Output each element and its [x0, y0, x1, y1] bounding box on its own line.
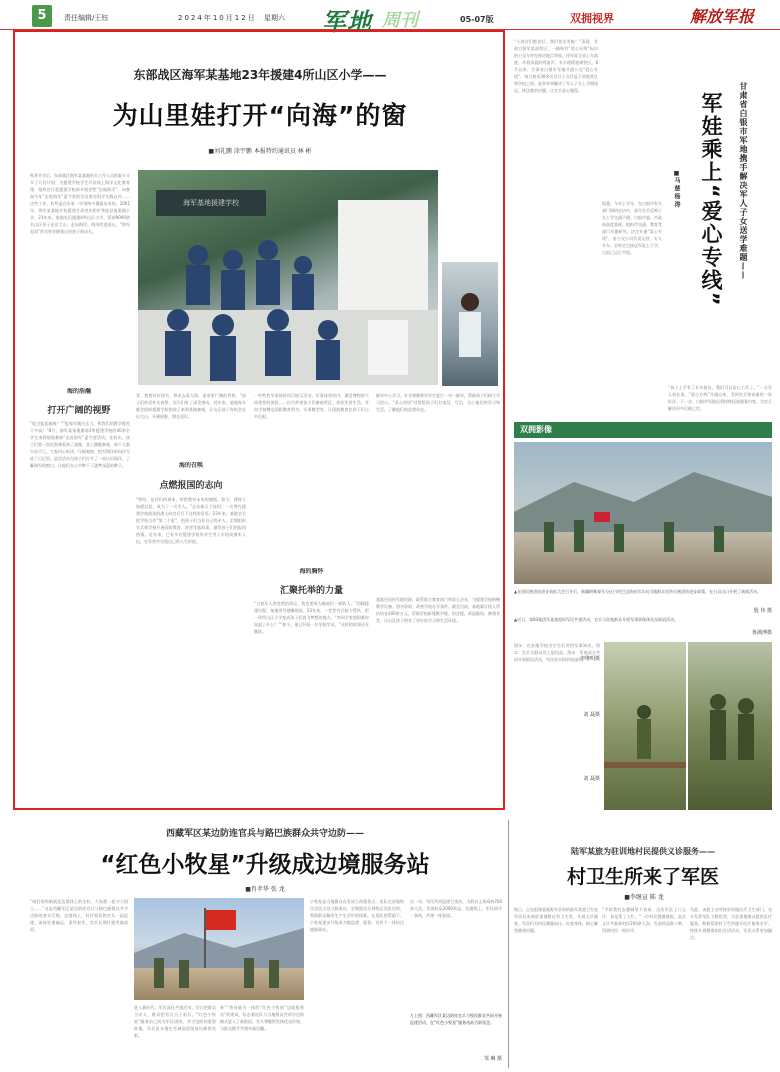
right-top-kicker: 甘肃省白银市军地携手解决军人子女送学难题—— [739, 82, 748, 280]
newspaper-brand: 解放军报 [690, 7, 755, 26]
section-logo-sub: 周刊 [382, 10, 418, 31]
lead-body-col1b: “吃过盐起航啦！”“报家军舰过去大，和我们的教学楼差不多高！”8月，海军某基地邀请3所援建学校的40余名学生来到基地参加“走进海军”夏令营活动。在码头，孩子们第一次近距离看到了战舰，登上舰艇参观，每个人都兴奋不已。大家用心听讲，仔细观察，把对海洋的向往写进了日记里。此次活动为孩子们打开了一扇认识海洋、了解海军的窗口，让他们在心中种下了逐梦深蓝的种子。 [30, 421, 130, 468]
issue-date: 2024年10月12日 [178, 14, 257, 22]
bottom-left-title: “红色小牧星”升级成边境服务站 [100, 852, 430, 878]
lead-photo-scene [138, 170, 438, 385]
masthead [0, 0, 780, 36]
lead-body-col3b: “当初军人改变我的命运，我也要成为像他们一样的人。”回顾援建历程，基地领导感慨地说，23年来，一茬茬官兵接力帮扶，把一所所山区小学变成孩子们放飞梦想的地方。“李同学家境困难时说起了什么？”“如今，他已经是一名军校学员。”这样的故事还在继续。 [254, 601, 369, 634]
bottom-left-body-1: “咱们的岗哨就是边境线上的坐标，大家都一起守卫国土……”这是西藏军区某边防连官兵与路巴族群众共守边防的真实写照。边境线上，村民牧民和官兵一起巡逻。该连驻地偏远，条件艰苦，官兵长期扎根雪域高原。 [30, 899, 128, 932]
border-patrol-photo [514, 442, 772, 584]
training-photo-2 [688, 642, 772, 810]
soldiers-scene [688, 642, 772, 810]
column-divider [508, 820, 509, 1068]
right-top-body-d: “孩子上学有了专车接送，我们可以安心工作了。”一名军人家长说。“爱心专线”开通以来，受到官兵和家属的一致好评。下一步，白银市军地还将持续拓展服务内容，为官兵解决更多后顾之忧。 [668, 385, 772, 411]
lead-byline: ■刘礼鹏 涂宇鹏 本报特约通讯员 林 彬 [208, 148, 312, 155]
lead-body-col1: 秋季开学后，东部战区海军某基地机关工作人员的案头又多了几份计划：为援建学校学生开设线上海洋文化教育课，组织官兵赴援建学校前开展党性“启航助学”，向参加今年“走进海军”夏令营的学员寄送科学实践自传……这些工作，有些是在年复一年坚持中摸索出来的。2001年，海军某基地开始援建甘肃省庆阳市华池县南梁镇小学，23年来，基地先后援建4所山区小学，帮助9000余名山区孩子走出大山、走向海洋。海风吹进深山，“海军叔叔”的关怀伴随着山里孩子的成长。 [30, 173, 130, 234]
right-top-body-c: 据悉，今年上半年，在白银市有关部门调研走访中，部分官兵反映子女上学交通不便。白银市委、市政府高度重视，组织市交通、教育等部门专题研究，决定开通“爱心专线”，由公交公司负责运营，专人专车、定时定点接送军娃上下学，目前已运行平稳。 [602, 201, 662, 255]
bottom-right-body-2: “平时我们去趟城里不容易，这次军医上门义诊，真是帮了大忙。”一位村民感激地说。此次义诊共服务村民200余人次，发放药品数十种，得到村民一致好评。 [602, 907, 686, 933]
subhead2-kicker: 海的召唤 [178, 462, 203, 469]
photo-caption-2: ▲近日，第83集团军某旅组织军民共建活动，官兵与驻地群众开展军事训练体验及联谊活动。 [514, 617, 679, 622]
photo-section-body: 图①：在驻地学校为学生们讲授军事知识。图②：官兵为群众送上慰问品。图③：军地双方共同开展联谊活动，军民鱼水情更加深厚。 [514, 643, 600, 662]
lead-body-col4b: 基地还依托军地资源，联系地方教育部门和爱心企业，为援建学校捐赠教学设备、图书资料，改善学校办学条件。截至目前，基地累计投入帮扶资金200余万元，帮助学校新建教学楼、宿舍楼，改造操场，修建食堂，让山区孩子拥有了更好的学习和生活环境。 [376, 597, 500, 623]
subhead1: 打开广阔的视野 [47, 406, 111, 416]
issue-weekday: 星期六 [264, 14, 285, 22]
section-title: 双拥视界 [570, 12, 614, 25]
bottom-left-photo-caption: 左上图：西藏军区某边防连官兵与牧民群众共同开展巡逻活动，在“红色小牧星”服务站前合影留念。 [410, 1013, 502, 1025]
photo-section-credit3: 刘 磊摄 [583, 776, 600, 782]
bottom-right-byline: ■李继宣 陈 龙 [624, 894, 664, 901]
lead-body-col2: 青，我要好好读书，将来去看大海，追求更广阔的世界。”孩子们的话朴实真挚，官兵们听了深受感动。近年来，基地每年都会组织援建学校的孩子来到基地参观，让山区孩子有机会走出大山、开阔视野、增长见识。 [136, 393, 246, 419]
photo-caption-1: ▲在国民族团结进步表彰大会召开后，新疆阿勒泰军分区白哈巴边防连官兵向当地群众宣传民族团结进步政策，在石岩山口开展了演练活动。 [514, 589, 762, 594]
section-logo-main: 军地 [322, 8, 372, 36]
bottom-right-body-1: 秋日，正在组建某地野外驻训的陆军某旅卫生连军医们来到驻训地附近村卫生所，开展义诊服务。军医们为村民测量血压、检查身体，耐心解答健康问题。 [514, 907, 598, 933]
red-star-station-photo [134, 898, 304, 1000]
subhead2: 点燃报国的志向 [159, 481, 223, 491]
right-top-byline: ■马 慈 杨 涛 [673, 170, 680, 208]
child-figure [442, 262, 498, 386]
bottom-left-subtitle: 西藏军区某边防连官兵与路巴族群众共守边防—— [165, 829, 364, 839]
lead-title: 为山里娃打开“向海”的窗 [112, 101, 408, 130]
right-top-title: 军娃乘上“爱心专线” [699, 92, 723, 308]
page-number: 5 [32, 5, 52, 27]
photo-section-band: 双拥影像 [514, 422, 772, 438]
bottom-left-body-3: 进入新时代，军民深化共建活动。官兵把群众当亲人，群众把官兵当子弟兵。“红色小牧星”服务站已成为军民团结、共守边防的重要阵地，军民鱼水情在雪域高原绽放出新的光彩。 [134, 1005, 216, 1038]
lead-body-col4: 辅导中心学习，专业课教师对学生进行一对一辅导，帮助孩子们树立学习信心。“爱心妈妈”经常给孩子们打电话、写信，关心他们的学习和生活，了解他们的思想动态。 [376, 393, 500, 412]
photo-credit-2: 鲁满博摄 [751, 630, 772, 636]
bottom-right-subtitle: 陆军某旅为驻训地村民提供义诊服务—— [571, 847, 715, 856]
bottom-left-photo-credit: 邹 琳 摄 [483, 1056, 502, 1062]
bottom-left-byline: ■肖孝华 张 龙 [245, 886, 285, 893]
photo-credit-1: 殷 伟 摄 [753, 608, 772, 614]
patrol-scene [514, 442, 772, 584]
photo-section-credit1: 李继明摄 [579, 656, 600, 662]
training-photo-1 [604, 642, 686, 810]
bottom-right-body-3: 为此，该旅主动对接驻训地医疗卫生部门，充分发挥军队卫勤优势，为驻训地群众提供医疗服务，积极帮助村卫生所提升医疗服务水平，持续开展健康知识宣讲活动，军民关系更加融洽。 [690, 907, 772, 940]
flag-scene [134, 898, 304, 1000]
editor-label: 责任编辑/王钰 [64, 14, 109, 22]
lead-body-col2b: “曾经，是你们的到来，带给我对未来的憧憬。如今，我终于如愿以偿，成为了一名军人。”去年新兵下连时，一名曾在援建学校就读的战士向官兵写下这样的话语。23年来，基地官兵把学校当作“第二个家”，把孩子们当作自己的亲人，定期组织官兵到学校开展国防教育，讲述军旅故事，激发孩子们的报国热情。近年来，已有多名援建学校毕业生考入军校或参军入伍，在军营中实现自己的人生价值。 [136, 497, 246, 544]
bottom-left-body-4: 务”“将动能为一体的“红色小牧星”边境服务站”的建成，标志着连队与当地群众共同守边防模式进入了新阶段。官兵将继续发扬优良传统，与群众携手共建幸福边疆。 [220, 1005, 304, 1031]
subhead1-kicker: 海的浩瀚 [66, 388, 91, 395]
bottom-left-body-5: 这一年，军民共同巡逻百余次，为群众义务看病700余人次，发放药品2000余盒。边境线上，军民同守一条线，共建一座家园。 [410, 899, 502, 918]
page-range: 05-07版 [460, 15, 494, 24]
subhead3: 汇聚托举的力量 [279, 586, 343, 596]
photo-section-credit2: 刘 磊摄 [583, 712, 600, 718]
school-signboard: 海军基地援建学校 [156, 190, 266, 216]
bottom-left-body-2: 小牧星是当地群众自发成立的服务点，连队在驻地牧民定居点设立服务站，定期派官兵到牧区送医送药，帮助群众解决生产生活中的困难。在连队的帮助下，小牧星逐步升级成为集巡逻、服务、宣传于一体的边境服务站。 [310, 899, 404, 932]
right-top-body-a: “小郭女们都安好，我们要出发啦！”清晨，甘肃白银军某部营区，一辆贴有“爱心专线”标识的公交车停在指定地点等候，待军娃全部上车落座，伴着清晨的鸣笛声，专车缓缓驶离营区。6月以来，甘肃省白银市军地开通公交“爱心专线”，每日接送30余名官兵子女往返于驻地营区和学校之间。此举有效解决了军人子女上学路途远、接送难的问题，让官兵安心服役。 [514, 39, 598, 93]
lead-body-col3: 一些特色军事体验项目展示活动，军事体验馆内，激活博物馆不同类型的展馆……官兵带领孩子们参观营区、体验军营生活，并向学校赠送国防教育图书、军事模型等，让国防教育在孩子们心中扎根。 [254, 393, 369, 419]
balance-beam-scene [604, 642, 686, 810]
lead-side-photo [442, 262, 498, 386]
lead-photo [138, 170, 438, 385]
bottom-right-title: 村卫生所来了军医 [566, 866, 719, 888]
lead-subtitle: 东部战区海军某基地23年援建4所山区小学—— [133, 68, 387, 82]
subhead3-kicker: 海的胸怀 [299, 568, 324, 575]
